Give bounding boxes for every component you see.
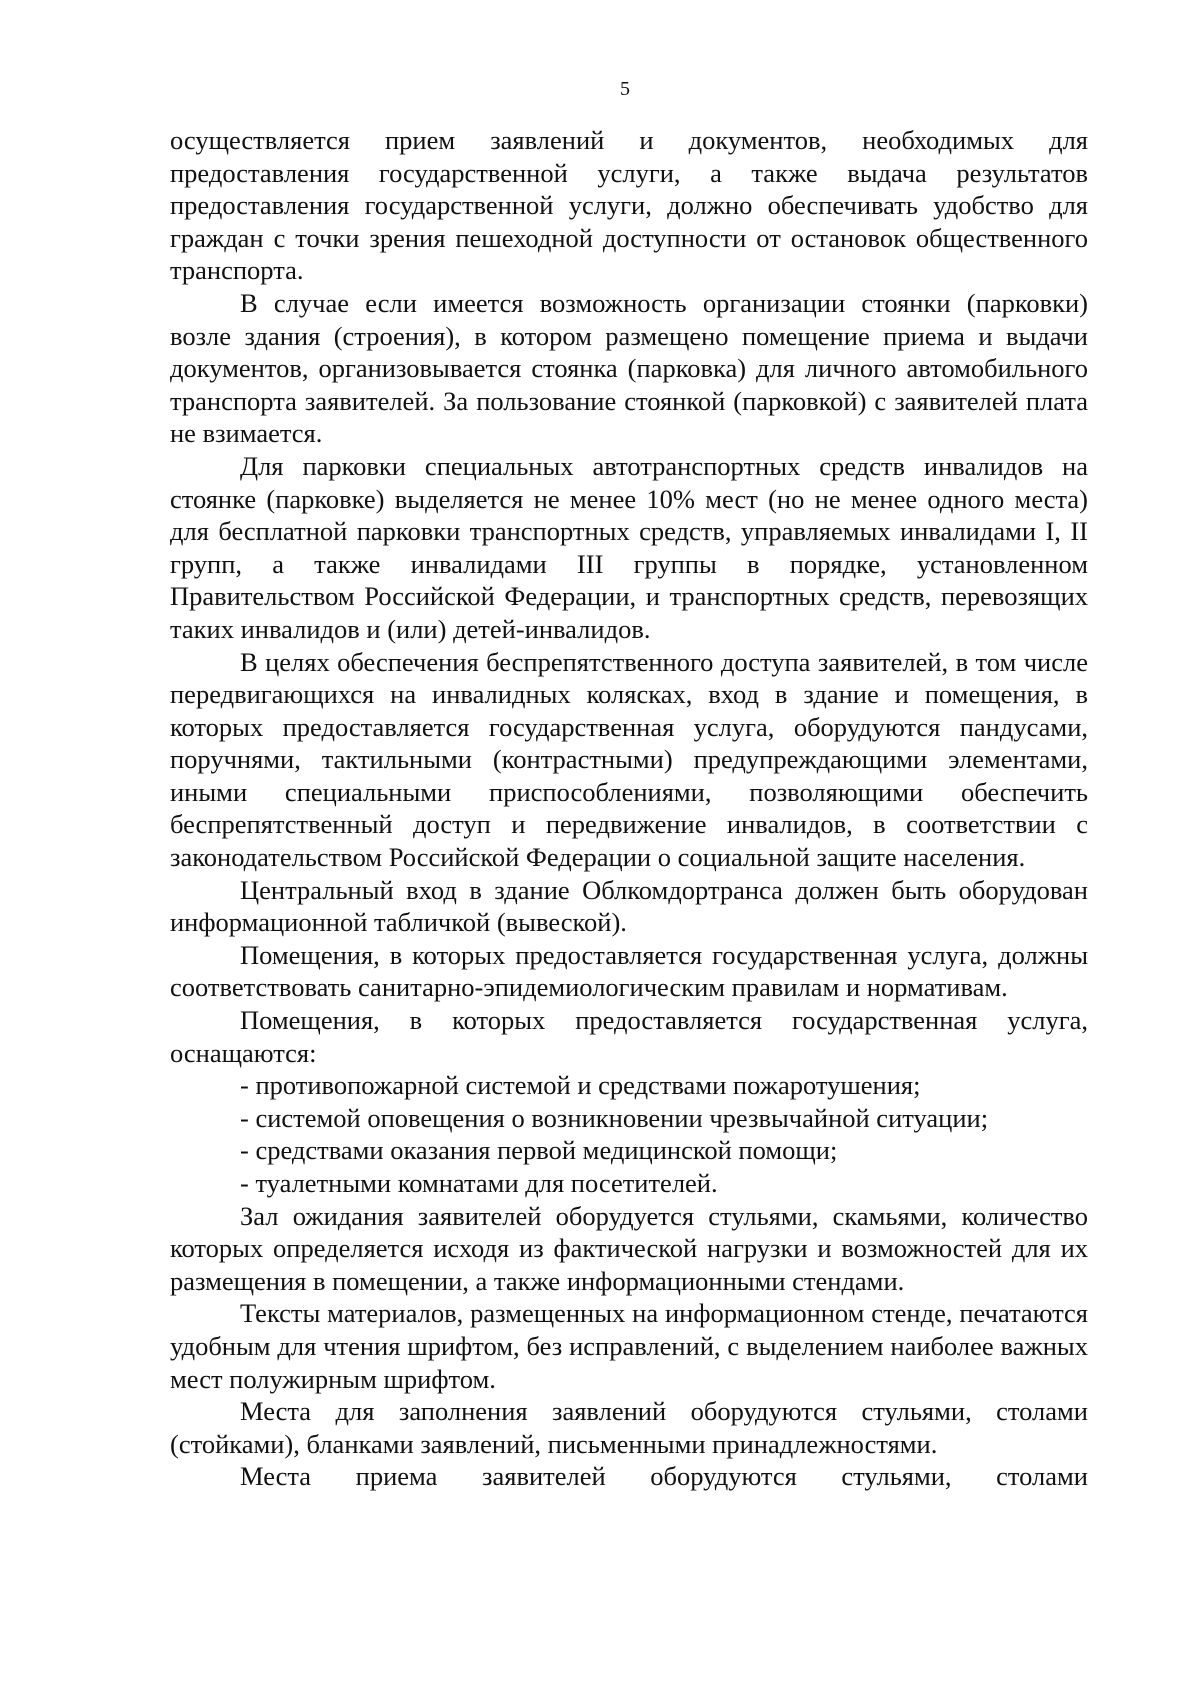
paragraph-stand-texts: Тексты материалов, размещенных на информационном стенде, печатаются удобным для чтения шрифтом, без исправлений, с выделением наиболее важных мест полужирным шрифтом. bbox=[170, 1298, 1088, 1394]
paragraph-accessibility: В целях обеспечения беспрепятственного доступа заявителей, в том числе передвигающихся на инвалидных колясках, вход в здание и помещения, в которых предоставляется государственная услуга, оборудуются пандусами, поручнями, тактильными (контрастными) предупреждающими элементами, иными специальными приспособлениями, позволяющими обеспечить беспрепятственный доступ и передвижение инвалидов, в соответствии с законодательством Российской Федерации о социальной защите населения. bbox=[170, 646, 1088, 873]
paragraph-waiting-hall: Зал ожидания заявителей оборудуется стульями, скамьями, количество которых определяется исходя из фактической нагрузки и возможностей для их размещения в помещении, а также информационными стендами. bbox=[170, 1200, 1088, 1296]
page-number: 5 bbox=[620, 78, 630, 100]
paragraph-application-places: Места для заполнения заявлений оборудуются стульями, столами (стойками), бланками заявлений, письменными принадлежностями. bbox=[170, 1396, 1088, 1459]
list-item-fire-system: - противопожарной системой и средствами пожаротушения; bbox=[240, 1070, 921, 1101]
paragraph-reception-places: Места приема заявителей оборудуются стульями, столами bbox=[240, 1461, 1088, 1492]
paragraph-disabled-parking: Для парковки специальных автотранспортных средств инвалидов на стоянке (парковке) выделяется не менее 10% мест (но не менее одного места) для бесплатной парковки транспортных средств, управляемых инвалидами I, II групп, а также инвалидами III группы в порядке, установленном Правительством Российской Федерации, и транспортных средств, перевозящих таких инвалидов и (или) детей-инвалидов. bbox=[170, 450, 1088, 644]
paragraph-central-entrance: Центральный вход в здание Облкомдортранса должен быть оборудован информационной табличкой (вывеской). bbox=[170, 874, 1088, 938]
document-body bbox=[170, 124, 1088, 1493]
paragraph-sanitary-rules: Помещения, в которых предоставляется государственная услуга, должны соответствовать санитарно-эпидемиологическим правилам и нормативам. bbox=[170, 939, 1088, 1003]
list-item-first-aid: - средствами оказания первой медицинской помощи; bbox=[240, 1135, 838, 1166]
list-item-emergency-alert: - системой оповещения о возникновении чрезвычайной ситуации; bbox=[240, 1102, 989, 1133]
paragraph-equipment-intro: Помещения, в которых предоставляется государственная услуга, оснащаются: bbox=[170, 1005, 1088, 1068]
list-item-restrooms: - туалетными комнатами для посетителей. bbox=[240, 1168, 718, 1198]
paragraph-continuation: осуществляется прием заявлений и документов, необходимых для предоставления государственной услуги, а также выдача результатов предоставления государственной услуги, должно обеспечивать удобство для граждан с точки зрения пешеходной доступности от остановок общественного транспорта. bbox=[170, 125, 1088, 286]
paragraph-parking: В случае если имеется возможность организации стоянки (парковки) возле здания (строения), в котором размещено помещение приема и выдачи документов, организовывается стоянка (парковка) для личного автомобильного транспорта заявителей. За пользование стоянкой (парковкой) с заявителей плата не взимается. bbox=[170, 287, 1088, 449]
